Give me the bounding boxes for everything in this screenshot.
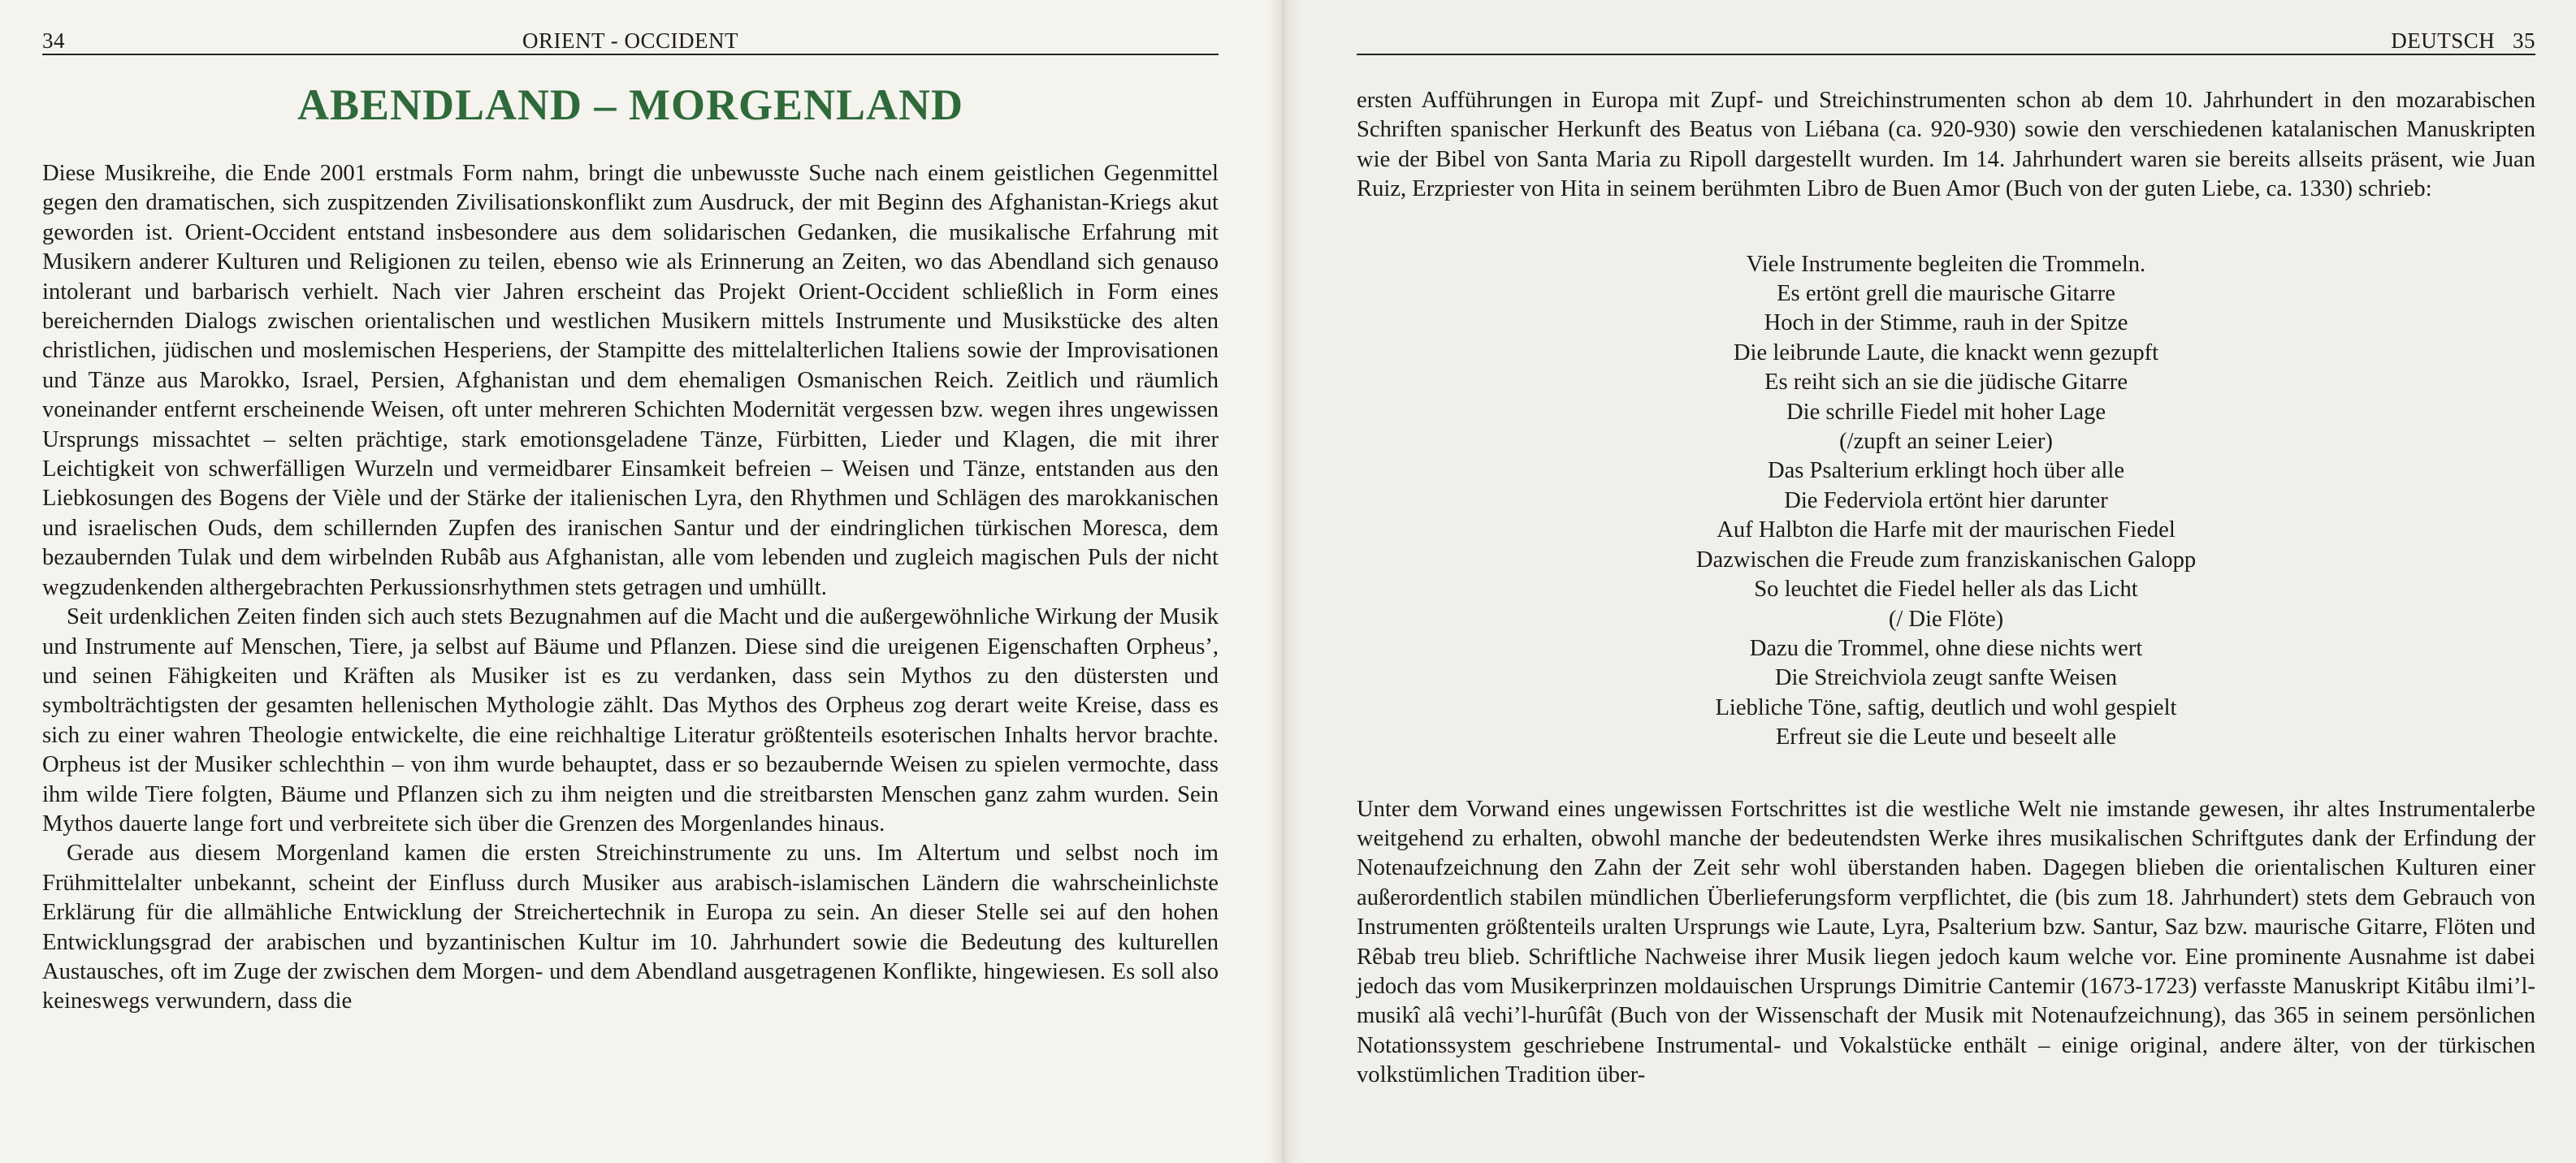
- paragraph-2: Seit urdenklichen Zeiten finden sich auch stets Bezugnahmen auf die Macht und die außergewöhnliche Wirkung der Musik und Instrumente auf Menschen, Tiere, ja selbst auf Bäume und Pflanzen. Diese sind die ureigenen Eigenschaften Orpheus’, und seinen Fähigkeiten und Kräften als Musiker ist es zu verdanken, dass sein Mythos zu den düstersten und symbolträchtigsten der gesamten hellenischen Mythologie zählt. Das Mythos des Orpheus zog derart weite Kreise, dass es sich zu einer wahren Theologie entwickelte, die eine reichhaltige Literatur größtenteils esoterischen Inhalts hervor brachte. Orpheus ist der Musiker schlechthin – von ihm wurde behauptet, dass er so bezaubernde Weisen zu spielen vermochte, dass ihm wilde Tiere folgten, Bäume und Pflanzen sich zu ihm neigten und die streitbarsten Menschen ganz zahm wurden. Sein Mythos dauerte lange fort und verbreitete sich über die Grenzen des Morgenlandes hinaus.: [42, 604, 1219, 837]
- intro-paragraph: ersten Aufführungen in Europa mit Zupf- und Streichinstrumenten schon ab dem 10. Jahrhundert in den mozarabischen Schriften spanischer Herkunft des Beatus von Liébana (ca. 920-930) sowie den verschiedenen katalanischen Manuskripten wie der Bibel von Santa Maria zu Ripoll dargestellt wurden. Im 14. Jahrhundert waren sie bereits allseits präsent, wie Juan Ruiz, Erzpriester von Hita in seinem berühmten Libro de Buen Amor (Buch von der guten Liebe, ca. 1330) schrieb:: [1357, 88, 2535, 202]
- right-page-header: [1357, 0, 2535, 55]
- poem-line: So leuchtet die Fiedel heller als das Licht: [1754, 577, 2138, 603]
- left-page-number: 34: [42, 28, 65, 53]
- poem-line: (/zupft an seiner Leier): [1839, 429, 2053, 455]
- poem-line: Das Psalterium erklingt hoch über alle: [1767, 458, 2125, 484]
- left-body-text: [42, 159, 1219, 1017]
- right-page: [1300, 0, 2576, 1163]
- page-title: ABENDLAND – MORGENLAND: [297, 80, 964, 129]
- paragraph-1: Diese Musikreihe, die Ende 2001 erstmals Form nahm, bringt die unbewusste Suche nach einem geistlichen Gegenmittel gegen den dramatischen, sich zuspitzenden Zivilisationskonflikt zum Ausdruck, der mit Beginn des Afghanistan-Kriegs akut geworden ist. Orient-Occident entstand insbesondere aus dem solidarischen Gedanken, die musikalische Erfahrung mit Musikern anderer Kulturen und Religionen zu teilen, ebenso wie als Erinnerung an Zeiten, wo das Abendland sich genauso intolerant und barbarisch verhielt. Nach vier Jahren erscheint das Projekt Orient-Occident schließlich in Form eines bereichernden Dialogs zwischen orientalischen und westlichen Musikern mittels Instrumente und Musikstücke des alten christlichen, jüdischen und moslemischen Hesperiens, der Stampitte des mittelalterlichen Italiens sowie der Improvisationen und Tänze aus Marokko, Israel, Persien, Afghanistan und dem ehemaligen Osmanischen Reich. Zeitlich und räumlich voneinander entfernt erscheinende Weisen, oft unter mehreren Schichten Modernität vergessen bzw. wegen ihres ungewissen Ursprungs missachtet – selten prächtige, stark emotionsgeladene Tänze, Fürbitten, Lieder und Klagen, die mit ihrer Leichtigkeit von schwerfälligen Wurzeln und vermeidbarer Einsamkeit befreien – Weisen und Tänze, entstanden aus den Liebkosungen des Bogens der Vièle und der Stärke der italienischen Lyra, den Rhythmen und Schlägen des marokkanischen und israelischen Ouds, dem schillernden Zupfen des iranischen Santur und der eindringlichen türkischen Moresca, dem bezaubernden Tulak und dem wirbelnden Rubâb aus Afghanistan, alle vom lebenden und zugleich magischen Puls der nicht wegzudenkenden althergebrachten Perkussionsrhythmen stets getragen und umhüllt.: [42, 161, 1219, 600]
- closing-paragraph: Unter dem Vorwand eines ungewissen Fortschrittes ist die westliche Welt nie imstande gewesen, ihr altes Instrumentalerbe weitgehend zu erhalten, obwohl manche der bedeutendsten Werke ihres musikalischen Schriftgutes dank der Erfindung der Notenaufzeichnung den Zahn der Zeit sehr wohl überstanden haben. Dagegen blieben die orientalischen Kulturen einer außerordentlich stabilen mündlichen Überlieferungsform verpflichtet, die (bis zum 18. Jahrhundert) stets dem Gebrauch von Instrumenten größtenteils uralten Ursprungs wie Laute, Lyra, Psalterium bzw. Santur, Saz bzw. maurische Gitarre, Flöten und Rêbab treu blieb. Schriftliche Nachweise ihrer Musik liegen jedoch kaum welche vor. Eine prominente Ausnahme ist dabei jedoch das vom Musikerprinzen moldauischen Ursprungs Dimitrie Cantemir (1673-1723) verfasste Manuskript Kitâbu ilmi’l- musikî alâ vechi’l-hurûfât (Buch von der Wissenschaft der Musik mit Notenaufzeichnung), das 365 in seinem persönlichen Notationssystem geschriebene Instrumental- und Vokalstücke enthält – einige original, andere älter, von der türkischen volkstümlichen Tradition über-: [1357, 796, 2535, 1088]
- poem: [1357, 250, 2535, 753]
- right-body-text: [1357, 55, 2535, 1091]
- paragraph-3: Gerade aus diesem Morgenland kamen die ersten Streichinstrumente zu uns. Im Altertum und selbst noch im Frühmittelalter unbekannt, scheint der Einfluss durch Musiker aus arabisch-islamischen Ländern die wahrscheinlichste Erklärung für die allmähliche Entwicklung der Streichertechnik in Europa zu sein. An dieser Stelle sei auf den hohen Entwicklungsgrad der arabischen und byzantinischen Kultur im 10. Jahrhundert sowie die Bedeutung des kulturellen Austausches, oft im Zuge der zwischen dem Morgen- und dem Abendland ausgetragenen Konflikte, hingewiesen. Es soll also keineswegs verwundern, dass die: [42, 841, 1219, 1014]
- right-page-number: 35: [2513, 28, 2535, 53]
- poem-line: Hoch in der Stimme, rauh in der Spitze: [1764, 310, 2128, 336]
- right-running-head: DEUTSCH: [2391, 28, 2496, 53]
- left-page: [0, 0, 1267, 1163]
- book-gutter: [1267, 0, 1300, 1163]
- poem-line: Erfreut sie die Leute und beseelt alle: [1775, 724, 2117, 750]
- poem-line: Dazwischen die Freude zum franziskanischen Galopp: [1695, 547, 2197, 573]
- poem-line: (/ Die Flöte): [1888, 606, 2004, 632]
- poem-line: Liebliche Töne, saftig, deutlich und wohl gespielt: [1715, 694, 2177, 720]
- poem-line: Es ertönt grell die maurische Gitarre: [1777, 281, 2115, 307]
- right-header-label: [2391, 28, 2535, 54]
- left-running-head: ORIENT - OCCIDENT: [522, 28, 738, 53]
- poem-line: Auf Halbton die Harfe mit der maurischen Fiedel: [1717, 517, 2176, 543]
- poem-line: Viele Instrumente begleiten die Trommeln.: [1746, 251, 2146, 277]
- left-page-header: [42, 0, 1219, 55]
- poem-line: Die Streichviola zeugt sanfte Weisen: [1774, 665, 2118, 691]
- poem-line: Dazu die Trommel, ohne diese nichts wert: [1749, 635, 2143, 661]
- poem-line: Die schrille Fiedel mit hoher Lage: [1786, 399, 2106, 425]
- poem-line: Die leibrunde Laute, die knackt wenn gezupft: [1733, 339, 2159, 365]
- poem-line: Die Federviola ertönt hier darunter: [1784, 487, 2108, 513]
- poem-line: Es reiht sich an sie die jüdische Gitarre: [1764, 370, 2128, 396]
